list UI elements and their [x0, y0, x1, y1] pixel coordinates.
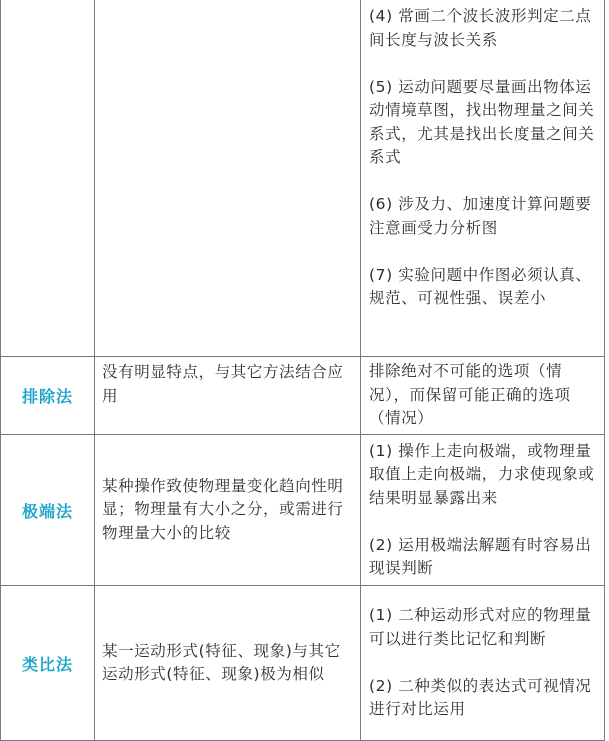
method-name: 极端法 — [21, 501, 73, 521]
method-name: 排除法 — [21, 387, 73, 406]
table-row — [1, 435, 605, 586]
note-text: (2) 二种类似的表达式可视情况进行对比运用 — [369, 676, 592, 719]
method-cell — [1, 435, 95, 586]
feature-cell — [95, 357, 361, 435]
feature-text: 某种操作致使物理量变化趋向性明显；物理量有大小之分，或需进行物理量大小的比较 — [102, 476, 344, 542]
feature-cell — [95, 0, 361, 357]
note-text: (1) 操作上走向极端，或物理量取值上走向极端，力求使现象或结果明显暴露出来 — [369, 441, 595, 507]
notes-cell — [361, 0, 605, 357]
note-text: (7) 实验问题中作图必须认真、规范、可视性强、误差小 — [369, 265, 592, 307]
note-text: (5) 运动问题要尽量画出物体运动情境草图，找出物理量之间关系式，尤其是找出长度量之间关系式 — [369, 77, 595, 166]
table-row — [1, 0, 605, 357]
note-text: (6) 涉及力、加速度计算问题要注意画受力分析图 — [369, 195, 592, 237]
feature-cell — [95, 435, 361, 586]
table-row — [1, 586, 605, 741]
method-cell — [1, 0, 95, 357]
feature-cell — [95, 586, 361, 741]
note-text: (1) 二种运动形式对应的物理量可以进行类比记忆和判断 — [369, 606, 592, 648]
method-cell — [1, 586, 95, 741]
notes-cell — [361, 586, 605, 741]
note-text: 排除绝对不可能的选项（情况），而保留可能正确的选项（情况） — [369, 362, 571, 428]
method-cell — [1, 357, 95, 435]
note-text: (4) 常画二个波长波形判定二点间长度与波长关系 — [369, 7, 592, 49]
feature-text: 没有明显特点，与其它方法结合应用 — [102, 363, 344, 405]
method-name: 类比法 — [21, 654, 73, 674]
notes-cell — [361, 357, 605, 435]
notes-cell — [361, 435, 605, 586]
note-text: (2) 运用极端法解题有时容易出现误判断 — [369, 535, 592, 577]
feature-text: 某一运动形式(特征、现象)与其它运动形式(特征、现象)极为相似 — [102, 641, 341, 683]
table-row — [1, 357, 605, 435]
